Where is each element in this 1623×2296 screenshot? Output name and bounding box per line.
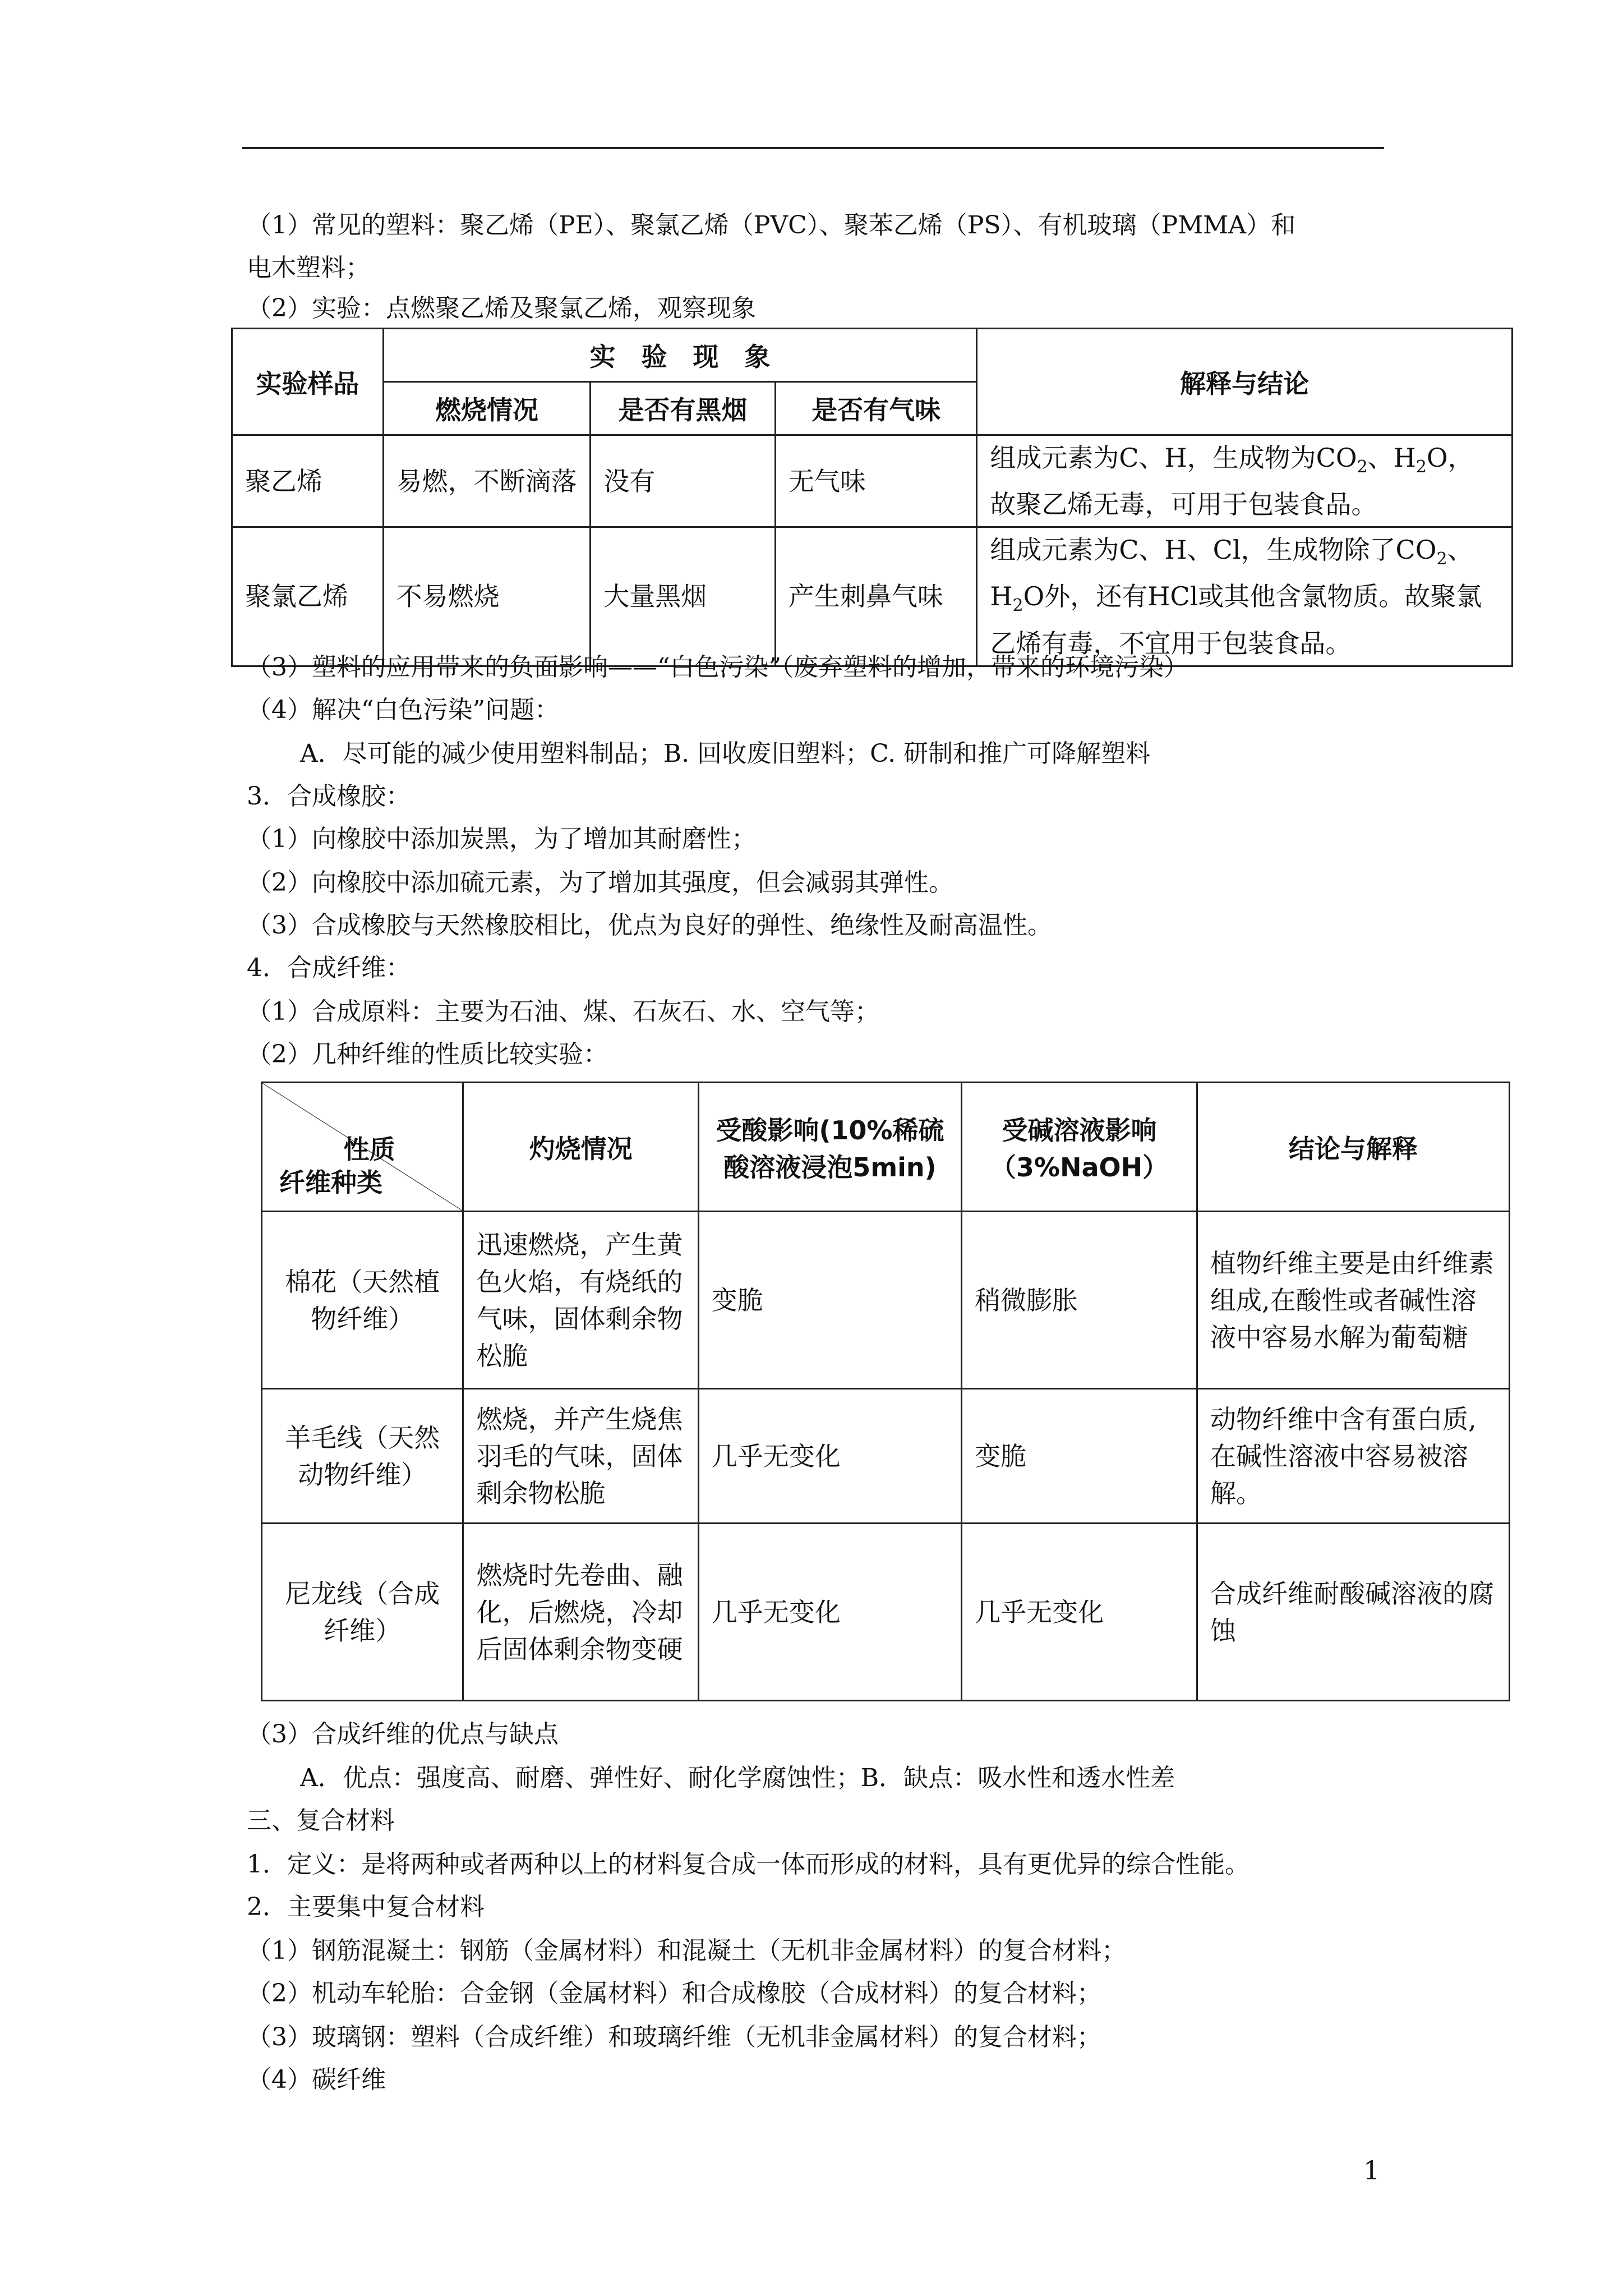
corner-header — [262, 1083, 463, 1212]
cell-conclusion: 组成元素为C、H、Cl，生成物除了$CO_2$、$H_2O$外，还有HCl或其他含氯物质。故聚氯乙烯有毒，不宜用于包装食品。 — [977, 527, 1513, 666]
cell-base: 几乎无变化 — [962, 1524, 1197, 1701]
table-row — [232, 527, 1513, 666]
page-number: 1 — [1363, 2155, 1380, 2185]
cell-conclusion: 动物纤维中含有蛋白质,在碱性溶液中容易被溶解。 — [1197, 1389, 1509, 1524]
plastics-experiment-table — [231, 328, 1513, 667]
cell-sample: 聚氯乙烯 — [232, 527, 384, 666]
cell-acid: 几乎无变化 — [698, 1389, 961, 1524]
text-line: （3）合成纤维的优点与缺点 — [247, 1720, 559, 1749]
cell-burn: 燃烧时先卷曲、融化，后燃烧，冷却后固体剩余物变硬 — [463, 1524, 698, 1701]
cell-kind: 尼龙线（合成纤维） — [262, 1524, 463, 1701]
header-sample: 实验样品 — [232, 329, 384, 435]
text-line: （2）向橡胶中添加硫元素，为了增加其强度，但会减弱其弹性。 — [247, 868, 953, 897]
text-line: （1）常见的塑料：聚乙烯（PE）、聚氯乙烯（PVC）、聚苯乙烯（PS）、有机玻璃（PMMA）和 — [247, 211, 1295, 240]
header-rule — [242, 147, 1384, 149]
cell-kind: 羊毛线（天然动物纤维） — [262, 1389, 463, 1524]
cell-acid: 几乎无变化 — [698, 1524, 961, 1701]
text-line: （1）向橡胶中添加炭黑，为了增加其耐磨性； — [247, 825, 756, 853]
text-line: （3）合成橡胶与天然橡胶相比，优点为良好的弹性、绝缘性及耐高温性。 — [247, 911, 1052, 940]
text-line: （1）合成原料：主要为石油、煤、石灰石、水、空气等； — [247, 997, 879, 1026]
text-line: 三、复合材料 — [247, 1806, 395, 1835]
header-smoke: 是否有黑烟 — [591, 382, 776, 435]
text-line: 2．主要集中复合材料 — [247, 1893, 485, 1921]
cell-smell: 产生刺鼻气味 — [775, 527, 977, 666]
cell-conclusion: 组成元素为C、H，生成物为$CO_2$、$H_2O$，故聚乙烯无毒，可用于包装食品。 — [977, 435, 1513, 527]
cell-kind: 棉花（天然植物纤维） — [262, 1212, 463, 1389]
header-phenomenon: 实 验 现 象 — [383, 329, 977, 382]
cell-burn: 易燃，不断滴落 — [383, 435, 591, 527]
text-line: A．优点：强度高、耐磨、弹性好、耐化学腐蚀性；B．缺点：吸水性和透水性差 — [300, 1764, 1175, 1792]
text-line: 1．定义：是将两种或者两种以上的材料复合成一体而形成的材料，具有更优异的综合性能。 — [247, 1850, 1249, 1879]
text-line: （3）塑料的应用带来的负面影响——“白色污染”（废弃塑料的增加，带来的环境污染） — [247, 653, 1188, 682]
corner-top-label: 性质 — [343, 1134, 395, 1165]
text-line: （2）机动车轮胎：合金钢（金属材料）和合成橡胶（合成材料）的复合材料； — [247, 1979, 1101, 2008]
text-line: 3．合成橡胶： — [247, 782, 411, 811]
cell-conclusion: 植物纤维主要是由纤维素组成,在酸性或者碱性溶液中容易水解为葡萄糖 — [1197, 1212, 1509, 1389]
cell-smell: 无气味 — [775, 435, 977, 527]
cell-smoke: 没有 — [591, 435, 776, 527]
header-burn: 燃烧情况 — [383, 382, 591, 435]
text-line: （4）碳纤维 — [247, 2065, 386, 2094]
cell-acid: 变脆 — [698, 1212, 961, 1389]
table-row — [262, 1389, 1510, 1524]
corner-bottom-label: 纤维种类 — [279, 1167, 382, 1198]
table-row — [262, 1212, 1510, 1389]
header-base: 受碱溶液影响（3%NaOH） — [962, 1083, 1197, 1212]
cell-burn: 迅速燃烧，产生黄色火焰，有烧纸的气味，固体剩余物松脆 — [463, 1212, 698, 1389]
cell-conclusion: 合成纤维耐酸碱溶液的腐蚀 — [1197, 1524, 1509, 1701]
cell-base: 变脆 — [962, 1389, 1197, 1524]
text-line: （1）钢筋混凝土：钢筋（金属材料）和混凝土（无机非金属材料）的复合材料； — [247, 1936, 1126, 1965]
text-line: A．尽可能的减少使用塑料制品；B. 回收废旧塑料；C. 研制和推广可降解塑料 — [300, 739, 1151, 768]
table-row — [232, 435, 1513, 527]
text-line: （2）实验：点燃聚乙烯及聚氯乙烯，观察现象 — [247, 294, 756, 323]
text-line: 4．合成纤维： — [247, 954, 411, 982]
fiber-comparison-table — [261, 1082, 1510, 1701]
text-line: （3）玻璃钢：塑料（合成纤维）和玻璃纤维（无机非金属材料）的复合材料； — [247, 2023, 1101, 2051]
table-row — [262, 1524, 1510, 1701]
header-burn: 灼烧情况 — [463, 1083, 698, 1212]
cell-base: 稍微膨胀 — [962, 1212, 1197, 1389]
header-acid: 受酸影响(10%稀硫酸溶液浸泡5min) — [698, 1083, 961, 1212]
header-conclusion: 解释与结论 — [977, 329, 1513, 435]
text-line: 电木塑料； — [247, 254, 370, 282]
header-smell: 是否有气味 — [775, 382, 977, 435]
header-conclusion: 结论与解释 — [1197, 1083, 1509, 1212]
text-line: （2）几种纤维的性质比较实验： — [247, 1040, 608, 1069]
cell-sample: 聚乙烯 — [232, 435, 384, 527]
cell-burn: 不易燃烧 — [383, 527, 591, 666]
cell-burn: 燃烧，并产生烧焦羽毛的气味，固体剩余物松脆 — [463, 1389, 698, 1524]
text-line: （4）解决“白色污染”问题： — [247, 696, 559, 724]
cell-smoke: 大量黑烟 — [591, 527, 776, 666]
